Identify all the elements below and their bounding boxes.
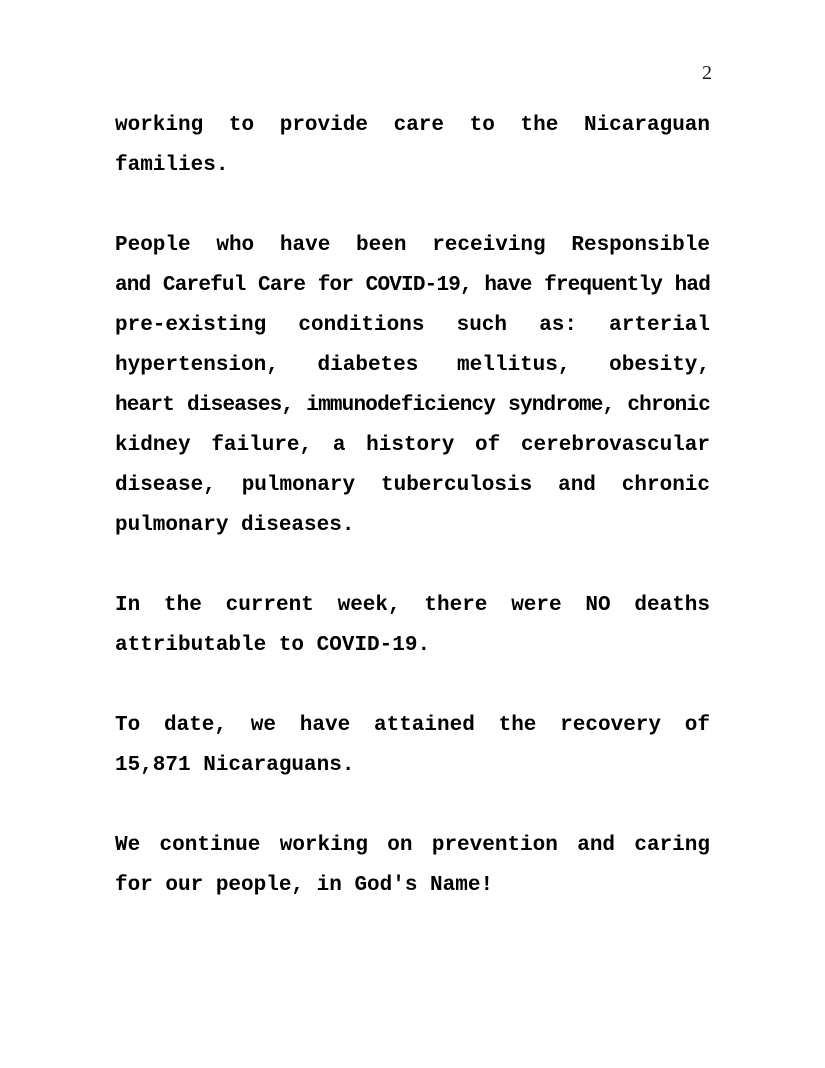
text-line: disease, pulmonary tuberculosis and chronic	[115, 474, 710, 497]
text-line: working to provide care to the Nicaraguan	[115, 114, 710, 137]
text-line: families.	[115, 154, 229, 177]
paragraph	[115, 106, 710, 186]
text-line: To date, we have attained the recovery of	[115, 714, 710, 737]
text-line: kidney failure, a history of cerebrovascular	[115, 434, 710, 457]
text-line: and Careful Care for COVID-19, have frequently had	[115, 274, 710, 297]
text-line: We continue working on prevention and caring	[115, 834, 710, 857]
paragraph	[115, 826, 710, 906]
text-line: heart diseases, immunodeficiency syndrome, chronic	[115, 394, 710, 417]
text-line: pulmonary diseases.	[115, 514, 355, 537]
paragraph	[115, 226, 710, 546]
text-line: for our people, in God's Name!	[115, 874, 494, 897]
text-line: pre-existing conditions such as: arterial	[115, 314, 710, 337]
paragraph	[115, 706, 710, 786]
page-number: 2	[702, 62, 712, 84]
text-line: People who have been receiving Responsible	[115, 234, 710, 257]
text-line: In the current week, there were NO deaths	[115, 594, 710, 617]
text-line: attributable to COVID-19.	[115, 634, 431, 657]
text-line: 15,871 Nicaraguans.	[115, 754, 355, 777]
document-body	[115, 106, 710, 946]
paragraph	[115, 586, 710, 666]
text-line: hypertension, diabetes mellitus, obesity,	[115, 354, 710, 377]
